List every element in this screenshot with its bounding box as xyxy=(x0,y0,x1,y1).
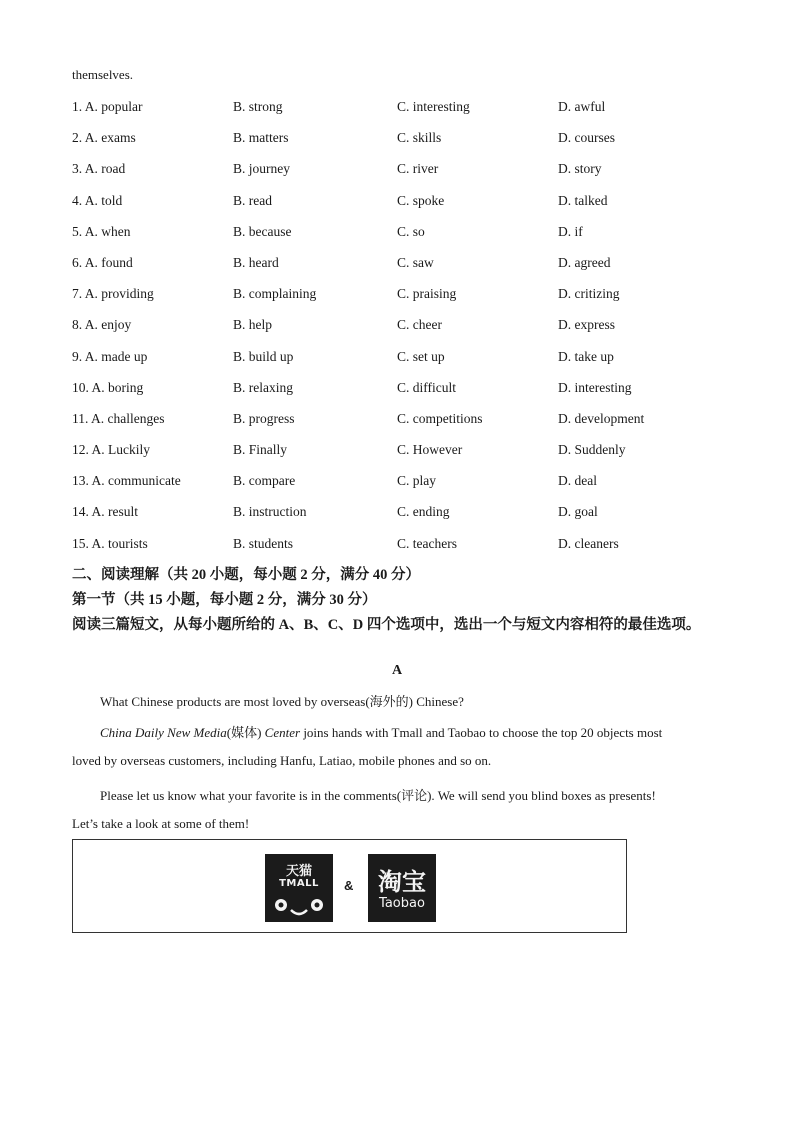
option-choice: D. if xyxy=(558,223,583,239)
paragraph-lookahead: Let’s take a look at some of them! xyxy=(72,816,250,831)
option-choice: C. so xyxy=(397,223,425,239)
option-choice: B. build up xyxy=(233,348,294,364)
option-choice: D. courses xyxy=(558,130,615,146)
option-choice: B. strong xyxy=(233,99,283,114)
logo-box xyxy=(72,839,627,933)
tmall-logo-cn: 天猫 xyxy=(285,864,312,879)
tmall-cat-face-icon xyxy=(265,892,333,922)
option-choice: 2. A. exams xyxy=(72,130,136,146)
option-row xyxy=(72,161,732,192)
option-row xyxy=(72,504,732,535)
option-choice: C. praising xyxy=(397,286,457,302)
option-choice: B. students xyxy=(233,535,294,551)
taobao-logo-icon xyxy=(368,854,436,922)
taobao-logo-en: Taobao xyxy=(379,896,425,911)
option-row xyxy=(72,255,732,286)
option-choice: D. goal xyxy=(558,504,598,520)
option-choice: C. ending xyxy=(397,504,450,520)
option-choice: B. read xyxy=(233,192,272,208)
option-row xyxy=(72,473,732,504)
option-choice: D. critizing xyxy=(558,286,620,302)
option-choice: 6. A. found xyxy=(72,254,133,270)
option-choice: 1. A. popular xyxy=(72,99,143,114)
option-choice: B. matters xyxy=(233,130,289,146)
paragraph-question: What Chinese products are most loved by overseas(海外的) Chinese? xyxy=(100,694,464,709)
option-choice: D. deal xyxy=(558,473,597,489)
option-row xyxy=(72,380,732,411)
option-row xyxy=(72,349,732,380)
option-choice: B. relaxing xyxy=(233,379,293,395)
option-choice: 7. A. providing xyxy=(72,286,154,302)
option-choice: C. difficult xyxy=(397,379,456,395)
option-choice: 15. A. tourists xyxy=(72,535,148,551)
option-choice: B. journey xyxy=(233,161,290,177)
option-choice: D. interesting xyxy=(558,379,632,395)
option-row xyxy=(72,286,732,317)
taobao-logo-cn: 淘宝 xyxy=(378,868,426,896)
option-choice: 13. A. communicate xyxy=(72,473,181,489)
option-choice: 10. A. boring xyxy=(72,379,144,395)
option-choice: 4. A. told xyxy=(72,192,123,208)
option-choice: 11. A. challenges xyxy=(72,410,165,426)
option-choice: B. help xyxy=(233,317,272,333)
option-choice: C. play xyxy=(397,473,436,489)
paragraph-intro-rest: joins hands with Tmall and Taobao to choose the top 20 objects most xyxy=(300,725,663,740)
option-choice: B. Finally xyxy=(233,442,288,458)
option-choice: 8. A. enjoy xyxy=(72,317,132,333)
option-choice: C. set up xyxy=(397,348,445,364)
option-row xyxy=(72,411,732,442)
option-choice: 5. A. when xyxy=(72,223,131,239)
option-choice: B. because xyxy=(233,223,292,239)
option-choice: D. cleaners xyxy=(558,535,619,551)
option-choice: 14. A. result xyxy=(72,504,138,520)
option-choice: B. instruction xyxy=(233,504,307,520)
option-choice: B. progress xyxy=(233,410,295,426)
option-choice: D. awful xyxy=(558,99,606,114)
section-title: 二、阅读理解（共 20 小题，每小题 2 分，满分 40 分） xyxy=(72,567,420,583)
option-choice: B. heard xyxy=(233,254,279,270)
option-choice: C. However xyxy=(397,442,463,458)
paragraph-comments: Please let us know what your favorite is in the comments(评论). We will send you blind boxes as presents! xyxy=(100,788,656,803)
option-choice: 9. A. made up xyxy=(72,348,148,364)
instructions: 阅读三篇短文，从每小题所给的 A、B、C、D 四个选项中，选出一个与短文内容相符的最佳选项。 xyxy=(72,617,701,633)
option-choice: B. compare xyxy=(233,473,296,489)
option-choice: C. river xyxy=(397,161,439,177)
option-row xyxy=(72,442,732,473)
tmall-logo-icon xyxy=(265,854,333,922)
center-italic: Center xyxy=(264,725,301,740)
intro-text: themselves. xyxy=(72,67,134,82)
option-choice: D. story xyxy=(558,161,602,177)
media-gloss: (媒体) xyxy=(226,725,265,740)
option-choice: C. interesting xyxy=(397,99,470,114)
options-table xyxy=(72,99,732,567)
option-choice: 12. A. Luckily xyxy=(72,442,150,458)
option-choice: C. competitions xyxy=(397,410,483,426)
subsection-title: 第一节（共 15 小题，每小题 2 分，满分 30 分） xyxy=(72,592,377,608)
option-choice: D. development xyxy=(558,410,645,426)
option-choice: C. teachers xyxy=(397,535,457,551)
option-choice: D. take up xyxy=(558,348,614,364)
option-choice: D. talked xyxy=(558,192,608,208)
option-choice: D. express xyxy=(558,317,615,333)
option-choice: C. spoke xyxy=(397,192,445,208)
option-row xyxy=(72,99,732,130)
option-choice: C. skills xyxy=(397,130,442,146)
ampersand: & xyxy=(344,878,354,893)
option-row xyxy=(72,130,732,161)
media-name-italic: China Daily New Media xyxy=(100,725,227,740)
option-choice: 3. A. road xyxy=(72,161,126,177)
option-choice: D. agreed xyxy=(558,254,611,270)
option-choice: B. complaining xyxy=(233,286,317,302)
tmall-logo-en: TMALL xyxy=(279,878,319,889)
option-row xyxy=(72,193,732,224)
option-choice: C. saw xyxy=(397,254,434,270)
paragraph-continuation: loved by overseas customers, including Hanfu, Latiao, mobile phones and so on. xyxy=(72,753,492,768)
option-choice: D. Suddenly xyxy=(558,442,626,458)
option-choice: C. cheer xyxy=(397,317,442,333)
option-row xyxy=(72,317,732,348)
passage-label: A xyxy=(391,663,403,678)
paragraph-intro xyxy=(100,722,662,741)
option-row xyxy=(72,224,732,255)
